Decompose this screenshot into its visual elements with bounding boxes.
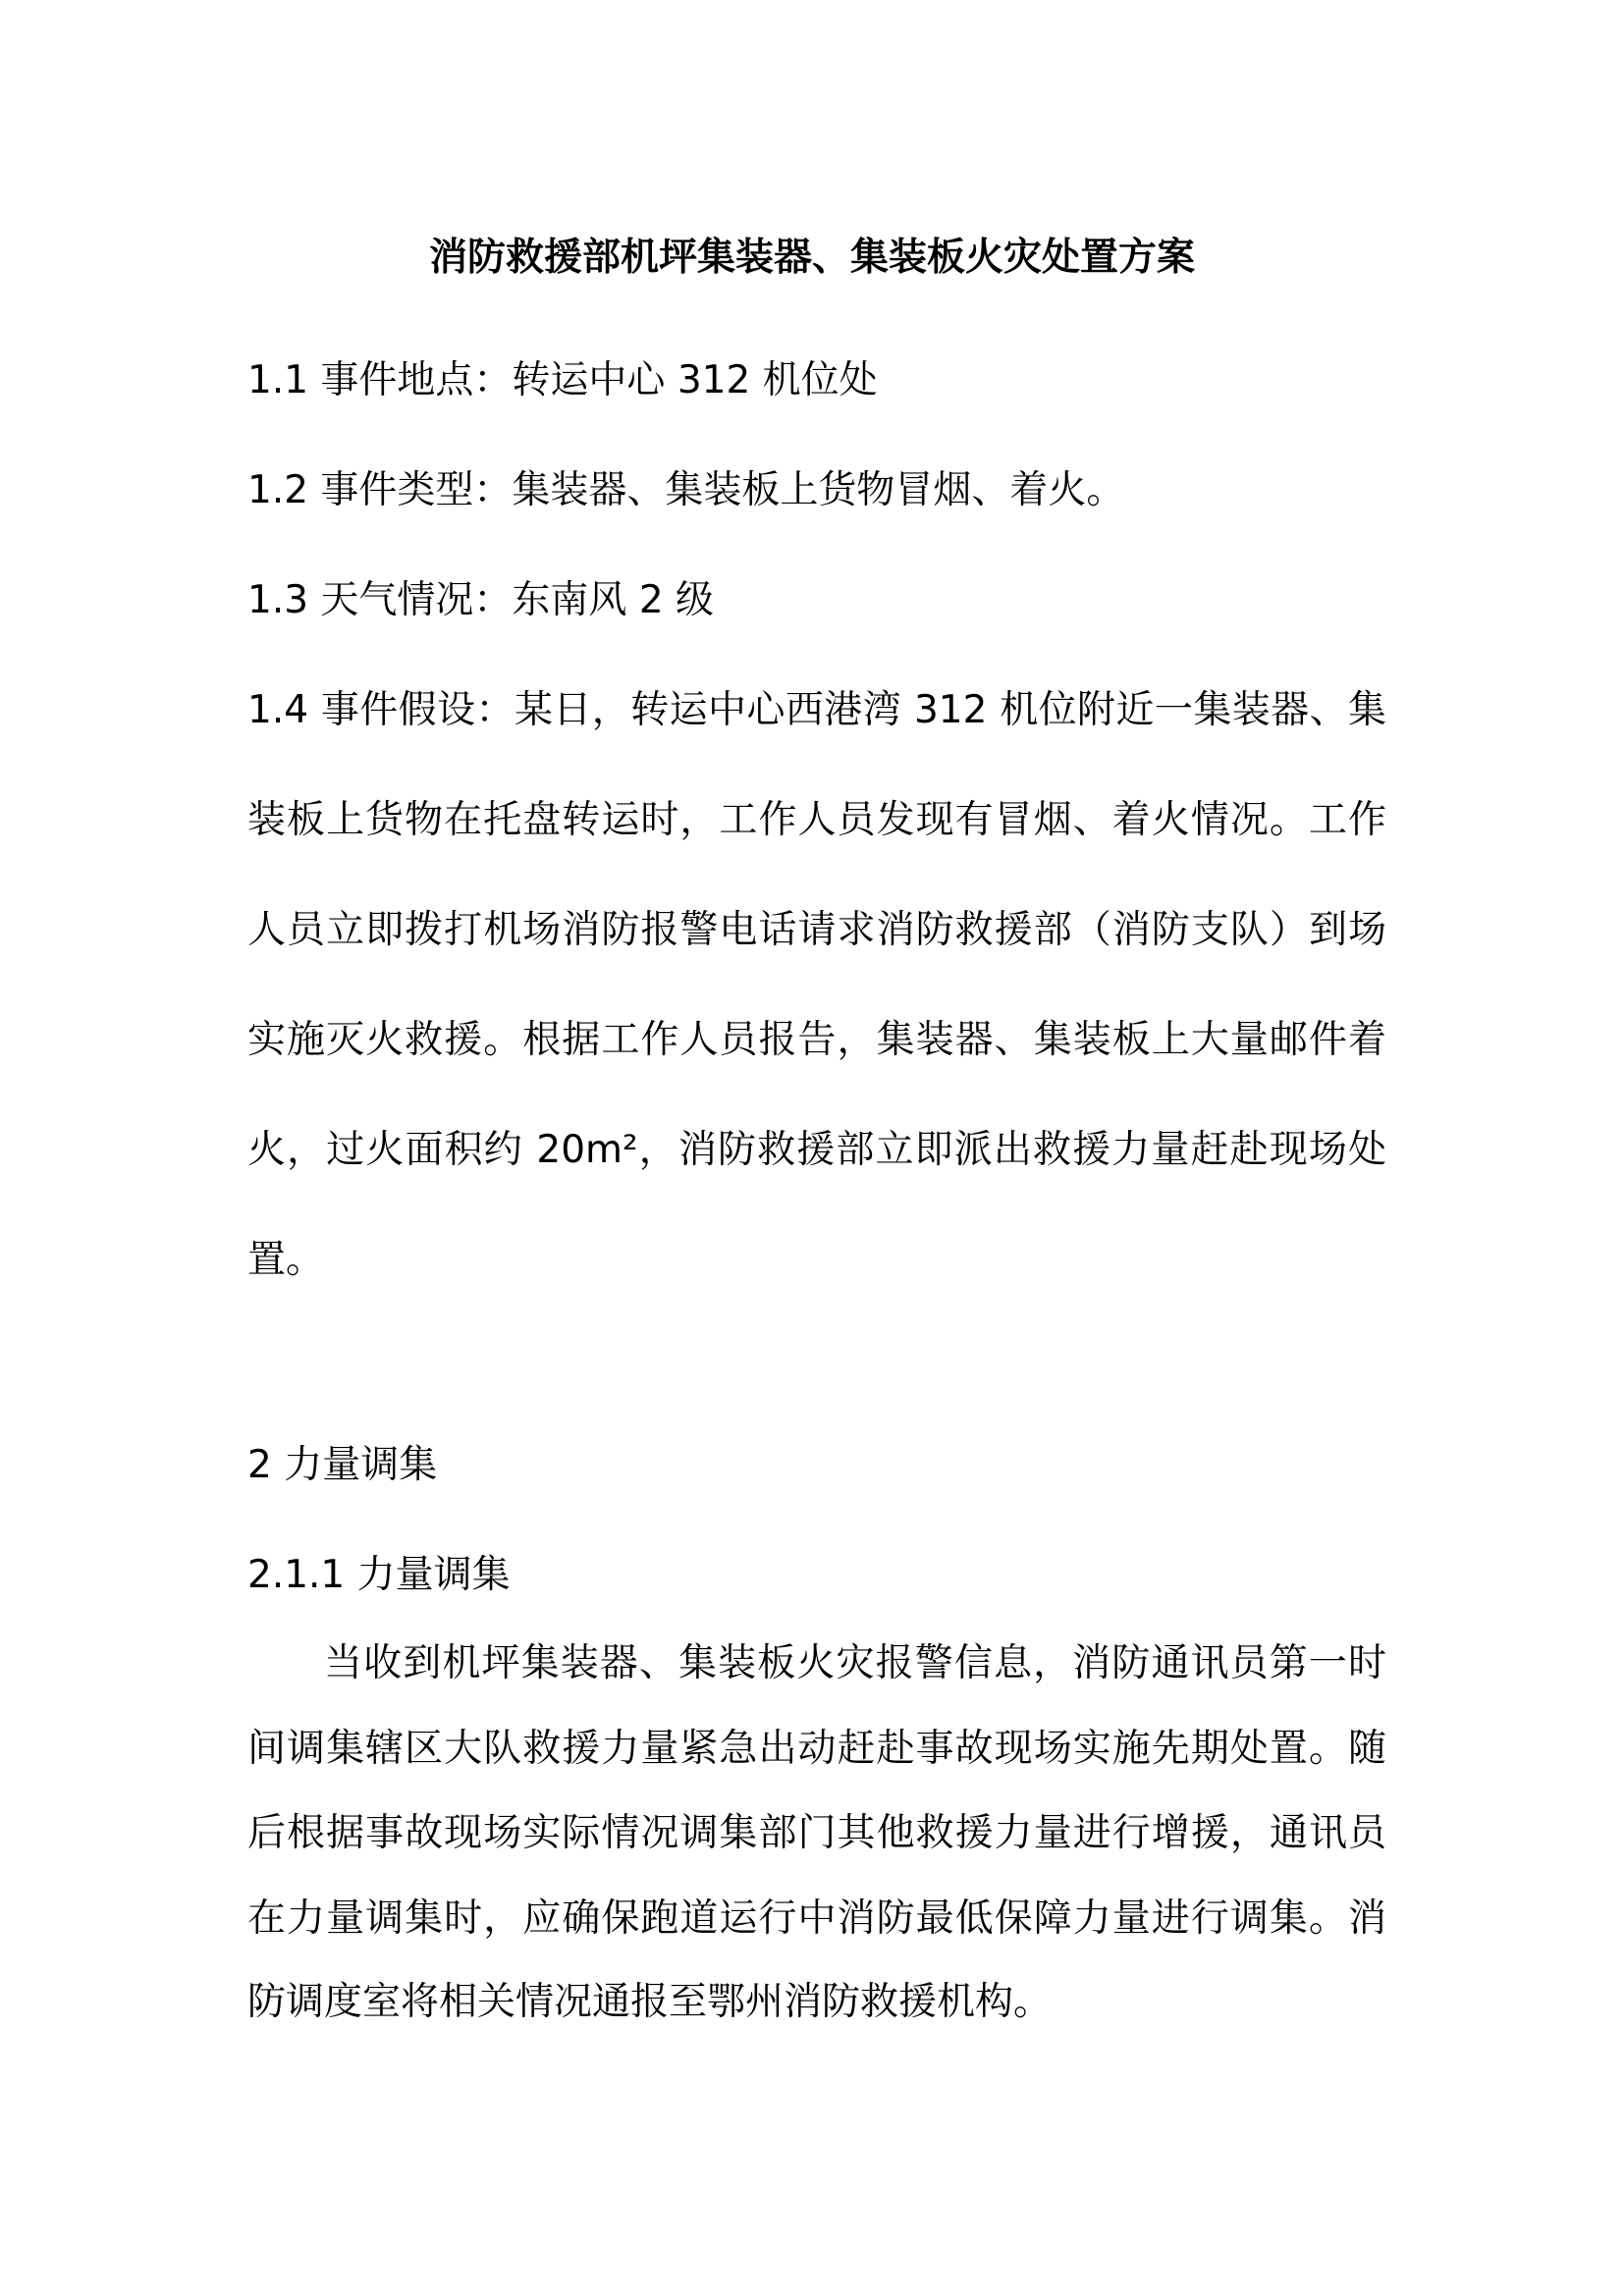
- section-2-1-1-heading: 2.1.1 力量调集: [247, 1553, 511, 1597]
- paragraph-line: 当收到机坪集装器、集装板火灾报警信息，消防通讯员第一时: [324, 1641, 1386, 1685]
- document-title: 消防救援部机坪集装器、集装板火灾处置方案: [428, 236, 1195, 280]
- scenario-line: 1.4 事件假设：某日，转运中心西港湾 312 机位附近一集装器、集: [247, 688, 1386, 732]
- item-location: 1.1 事件地点：转运中心 312 机位处: [247, 358, 878, 402]
- item-weather: 1.3 天气情况：东南风 2 级: [247, 578, 715, 622]
- paragraph-line: 在力量调集时，应确保跑道运行中消防最低保障力量进行调集。消: [247, 1896, 1386, 1941]
- section-2-heading: 2 力量调集: [247, 1443, 438, 1487]
- paragraph-line: 后根据事故现场实际情况调集部门其他救援力量进行增援，通讯员: [247, 1811, 1386, 1855]
- item-type: 1.2 事件类型：集装器、集装板上货物冒烟、着火。: [247, 468, 1125, 512]
- paragraph-line: 防调度室将相关情况通报至鄂州消防救援机构。: [247, 1980, 1053, 2024]
- scenario-line: 火，过火面积约 20m²，消防救援部立即派出救援力量赶赴现场处: [247, 1128, 1386, 1172]
- scenario-line: 置。: [247, 1238, 325, 1282]
- scenario-line: 实施灭火救援。根据工作人员报告，集装器、集装板上大量邮件着: [247, 1018, 1386, 1062]
- scenario-line: 人员立即拨打机场消防报警电话请求消防救援部（消防支队）到场: [247, 908, 1386, 952]
- scenario-line: 装板上货物在托盘转运时，工作人员发现有冒烟、着火情况。工作: [247, 798, 1386, 842]
- paragraph-line: 间调集辖区大队救援力量紧急出动赶赴事故现场实施先期处置。随: [247, 1727, 1386, 1771]
